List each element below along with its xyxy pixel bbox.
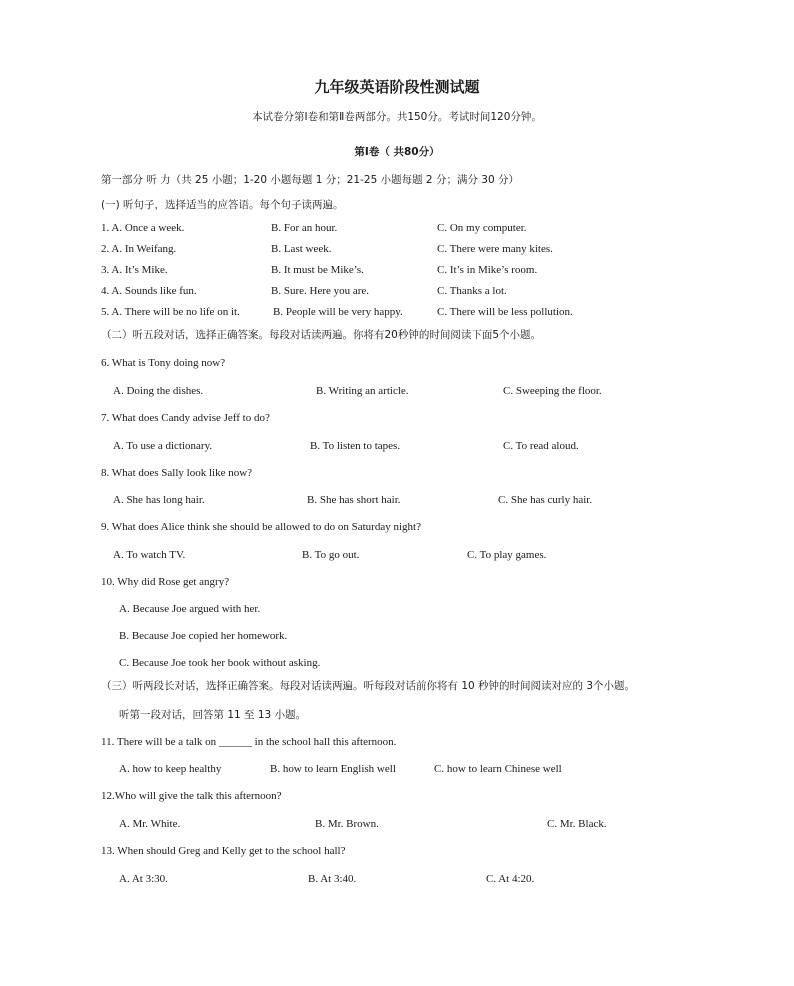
question-9: 9. What does Alice think she should be allowed to do on Saturday night? (101, 521, 421, 533)
question-11-option-b: B. how to learn English well (270, 763, 396, 775)
question-8: 8. What does Sally look like now? (101, 467, 253, 479)
question-10: 10. Why did Rose get angry? (101, 576, 230, 588)
question-6-option-b: B. Writing an article. (316, 385, 409, 397)
question-5-option-b: B. People will be very happy. (273, 306, 403, 318)
question-1-option-a: 1. A. Once a week. (101, 222, 185, 234)
question-7: 7. What does Candy advise Jeff to do? (101, 412, 270, 424)
section-1-heading: (一) 听句子，选择适当的应答语。每个句子读两遍。 (101, 199, 344, 211)
question-12-option-b: B. Mr. Brown. (315, 818, 379, 830)
question-7-option-c: C. To read aloud. (503, 440, 579, 452)
question-2-option-c: C. There were many kites. (437, 243, 553, 255)
question-8-option-c: C. She has curly hair. (498, 494, 593, 506)
exam-instructions: 本试卷分第Ⅰ卷和第Ⅱ卷两部分。共150分。考试时间120分钟。 (252, 111, 542, 123)
question-2-option-a: 2. A. In Weifang. (101, 243, 177, 255)
question-10-option-b: B. Because Joe copied her homework. (119, 630, 288, 642)
question-13-option-a: A. At 3:30. (119, 873, 168, 885)
question-5-option-a: 5. A. There will be no life on it. (101, 306, 240, 318)
question-12-option-a: A. Mr. White. (119, 818, 181, 830)
question-7-option-a: A. To use a dictionary. (113, 440, 213, 452)
question-6-option-a: A. Doing the dishes. (113, 385, 204, 397)
part-one-heading: 第一部分 听 力（共 25 小题；1-20 小题每题 1 分；21-25 小题每题 2 分；满分 30 分） (101, 174, 519, 186)
question-9-option-b: B. To go out. (302, 549, 360, 561)
question-7-option-b: B. To listen to tapes. (310, 440, 401, 452)
question-13-option-c: C. At 4:20. (486, 873, 535, 885)
question-8-option-b: B. She has short hair. (307, 494, 401, 506)
question-13: 13. When should Greg and Kelly get to the school hall? (101, 845, 346, 857)
question-10-option-c: C. Because Joe took her book without asking. (119, 657, 321, 669)
section-2-heading: （二）听五段对话，选择正确答案。每段对话读两遍。你将有20秒钟的时间阅读下面5个小题。 (101, 329, 542, 341)
volume-title: 第Ⅰ卷（ 共80分） (354, 146, 440, 158)
question-3-option-b: B. It must be Mike’s. (271, 264, 364, 276)
question-6: 6. What is Tony doing now? (101, 357, 226, 369)
question-9-option-c: C. To play games. (467, 549, 547, 561)
question-11: 11. There will be a talk on ______ in the school hall this afternoon. (101, 736, 397, 748)
question-10-option-a: A. Because Joe argued with her. (119, 603, 261, 615)
question-11-option-a: A. how to keep healthy (119, 763, 222, 775)
question-12: 12.Who will give the talk this afternoon? (101, 790, 282, 802)
question-11-option-c: C. how to learn Chinese well (434, 763, 562, 775)
question-3-option-c: C. It’s in Mike’s room. (437, 264, 538, 276)
question-1-option-b: B. For an hour. (271, 222, 338, 234)
question-4-option-a: 4. A. Sounds like fun. (101, 285, 197, 297)
question-6-option-c: C. Sweeping the floor. (503, 385, 602, 397)
section-3-heading: （三）听两段长对话，选择正确答案。每段对话读两遍。听每段对话前你将有 10 秒钟的时间阅读对应的 3个小题。 (101, 680, 636, 692)
question-3-option-a: 3. A. It’s Mike. (101, 264, 168, 276)
question-1-option-c: C. On my computer. (437, 222, 527, 234)
question-5-option-c: C. There will be less pollution. (437, 306, 573, 318)
question-8-option-a: A. She has long hair. (113, 494, 205, 506)
question-13-option-b: B. At 3:40. (308, 873, 357, 885)
question-12-option-c: C. Mr. Black. (547, 818, 607, 830)
page-title: 九年级英语阶段性测试题 (314, 78, 480, 96)
question-4-option-b: B. Sure. Here you are. (271, 285, 370, 297)
section-3-subheading: 听第一段对话，回答第 11 至 13 小题。 (119, 709, 307, 721)
question-4-option-c: C. Thanks a lot. (437, 285, 507, 297)
question-9-option-a: A. To watch TV. (113, 549, 186, 561)
question-2-option-b: B. Last week. (271, 243, 332, 255)
